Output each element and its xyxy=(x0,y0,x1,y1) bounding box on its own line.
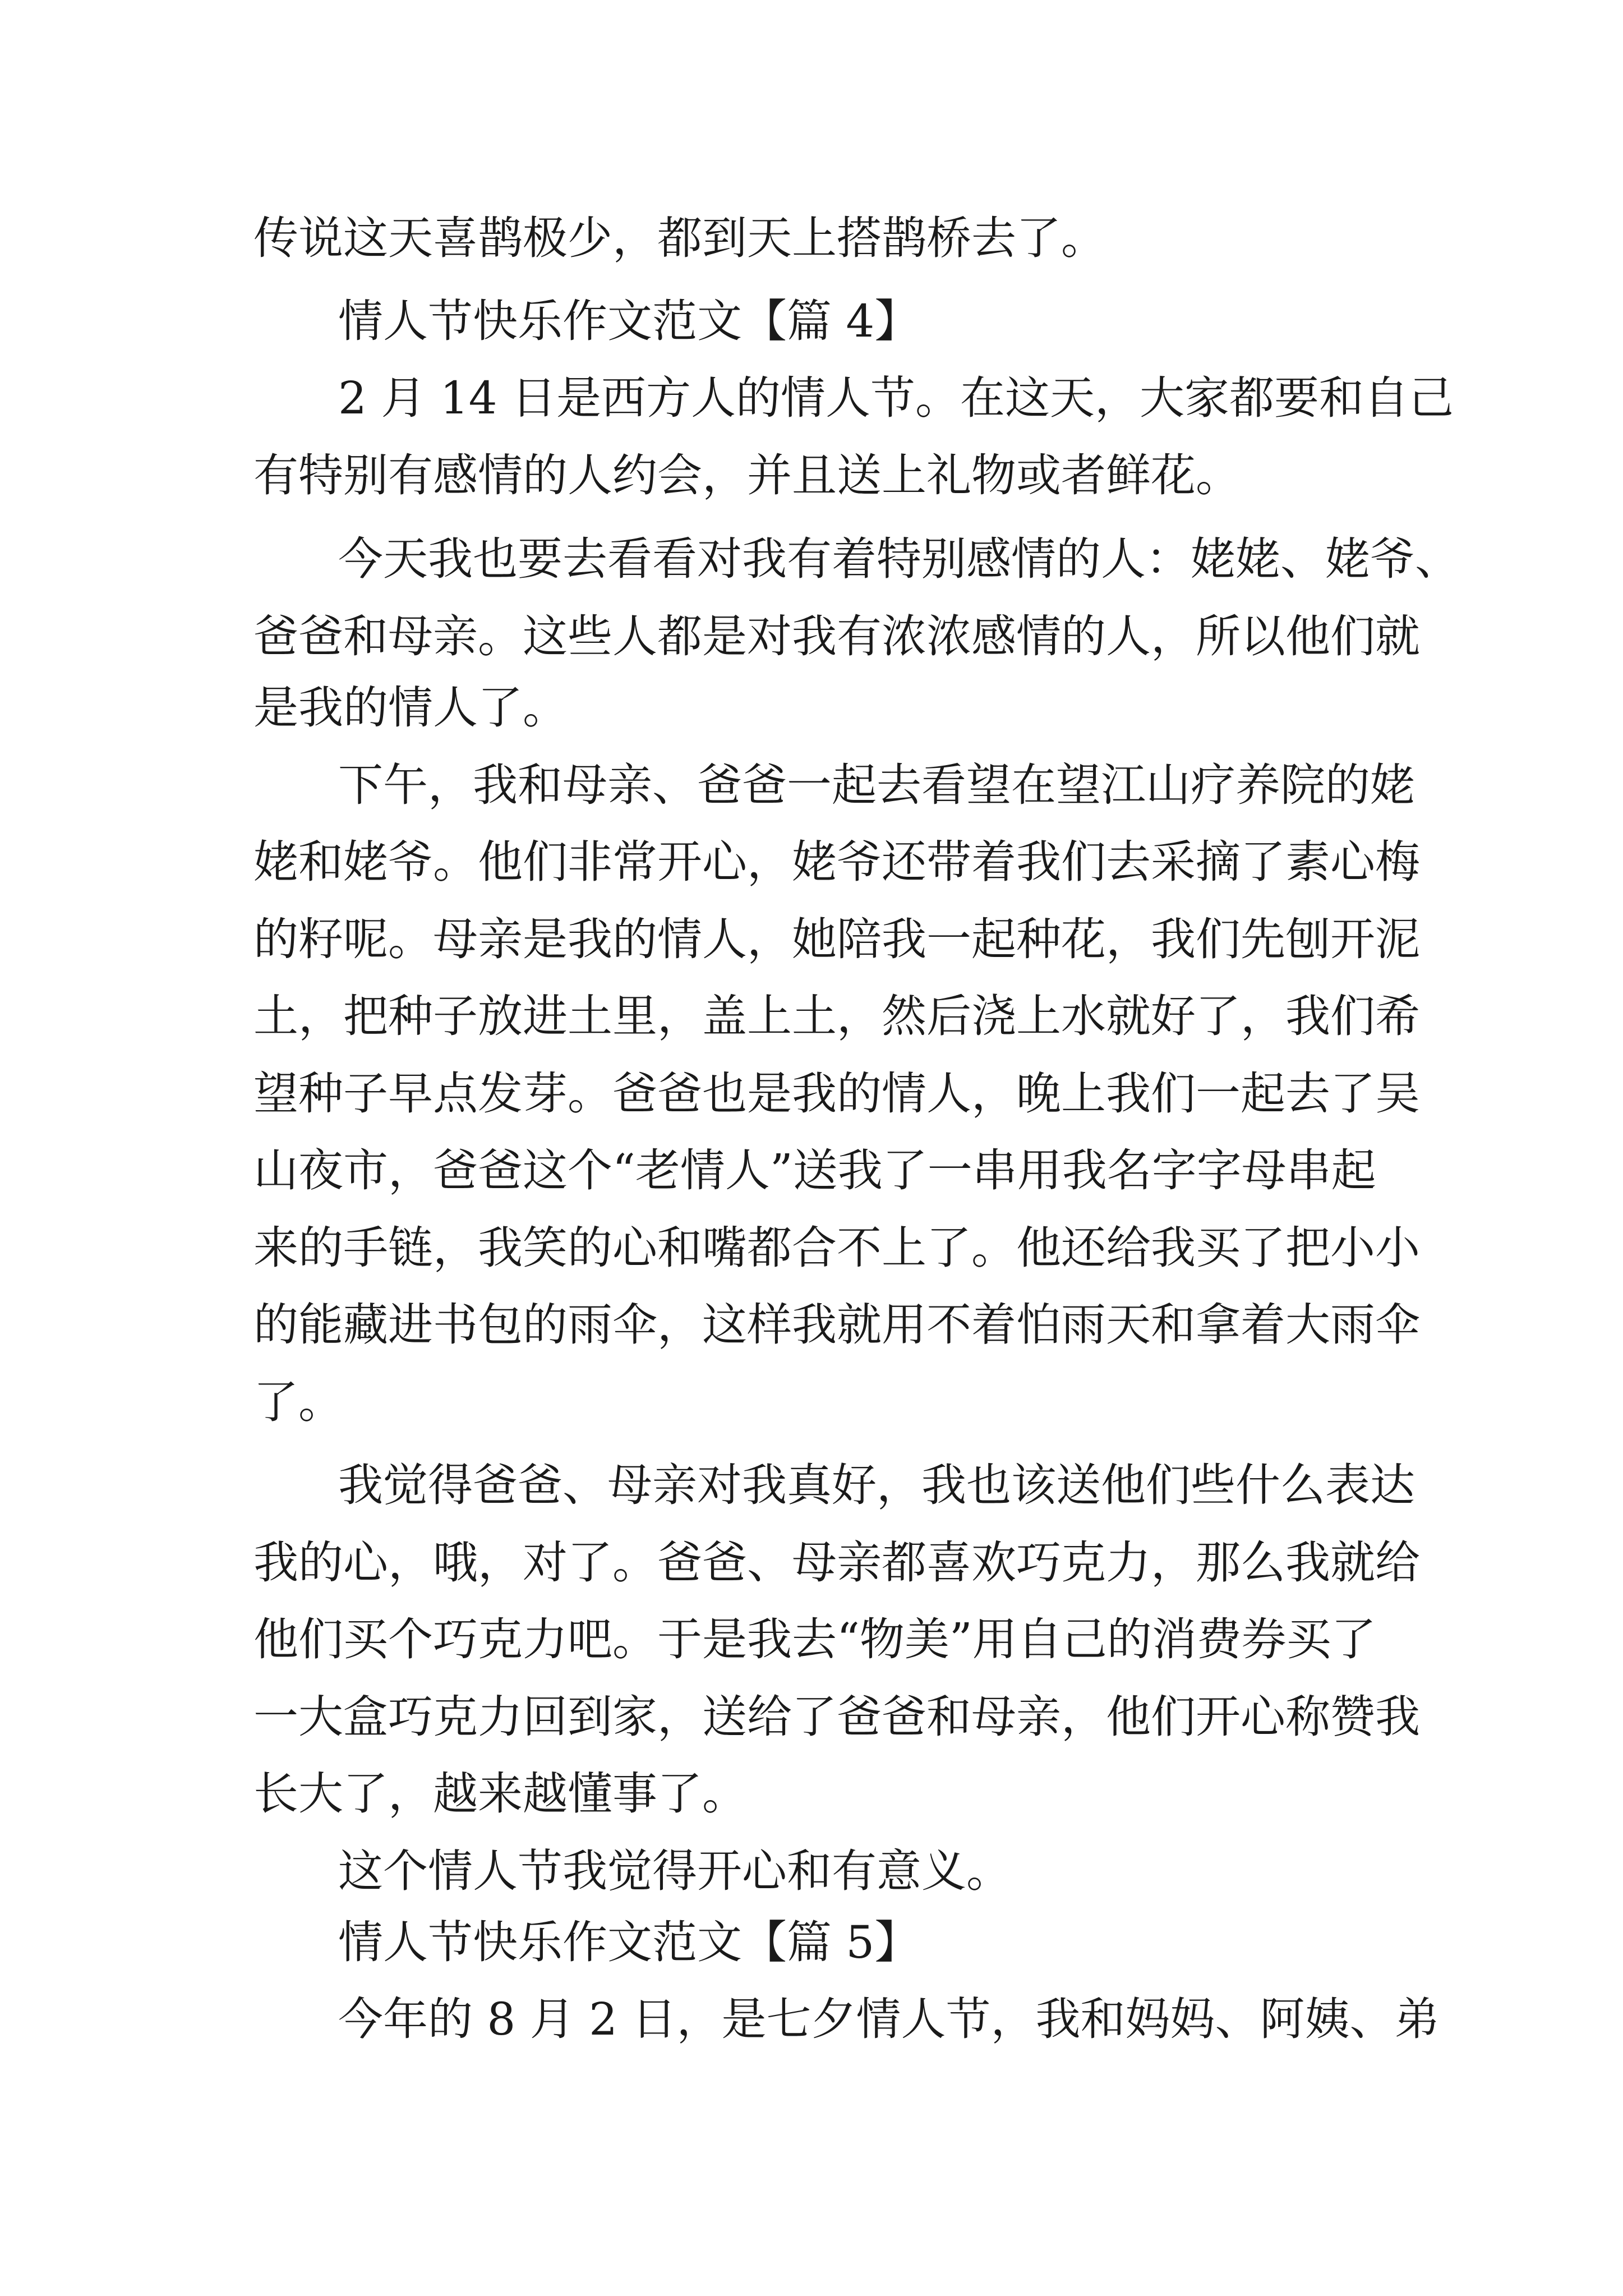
text-line: 我觉得爸爸、母亲对我真好，我也该送他们些什么表达 xyxy=(338,1459,1415,1511)
text-line: 今年的 8 月 2 日，是七夕情人节，我和妈妈、阿姨、弟 xyxy=(338,1993,1440,2045)
text-line: 长大了，越来越懂事了。 xyxy=(253,1768,747,1820)
text-line: 的籽呢。母亲是我的情人，她陪我一起种花，我们先刨开泥 xyxy=(253,913,1420,965)
text-line: 他们买个巧克力吧。于是我去“物美”用自己的消费券买了 xyxy=(253,1613,1376,1665)
text-line: 是我的情人了。 xyxy=(253,682,568,734)
text-line: 这个情人节我觉得开心和有意义。 xyxy=(338,1845,1011,1897)
text-line: 我的心，哦，对了。爸爸、母亲都喜欢巧克力，那么我就给 xyxy=(253,1536,1420,1589)
text-line: 一大盒巧克力回到家，送给了爸爸和母亲，他们开心称赞我 xyxy=(253,1691,1420,1743)
text-line: 来的手链，我笑的心和嘴都合不上了。他还给我买了把小小 xyxy=(253,1222,1420,1274)
text-line: 土，把种子放进土里，盖上土，然后浇上水就好了，我们希 xyxy=(253,990,1420,1042)
text-line: 山夜市，爸爸这个“老情人”送我了一串用我名字字母串起 xyxy=(253,1144,1376,1197)
text-line: 了。 xyxy=(253,1376,343,1428)
text-line: 的能藏进书包的雨伞，这样我就用不着怕雨天和拿着大雨伞 xyxy=(253,1299,1420,1351)
text-line: 爸爸和母亲。这些人都是对我有浓浓感情的人，所以他们就 xyxy=(253,610,1420,662)
text-line: 传说这天喜鹊极少，都到天上搭鹊桥去了。 xyxy=(253,212,1106,264)
section-heading-5: 情人节快乐作文范文【篇 5】 xyxy=(338,1916,920,1968)
text-line: 下午，我和母亲、爸爸一起去看望在望江山疗养院的姥 xyxy=(338,759,1415,811)
text-line: 今天我也要去看看对我有着特别感情的人：姥姥、姥爷、 xyxy=(338,533,1460,585)
text-line: 有特别有感情的人约会，并且送上礼物或者鲜花。 xyxy=(253,449,1241,501)
text-line: 望种子早点发芽。爸爸也是我的情人，晚上我们一起去了吴 xyxy=(253,1068,1420,1120)
text-line: 2 月 14 日是西方人的情人节。在这天，大家都要和自己 xyxy=(338,372,1454,424)
text-line: 姥和姥爷。他们非常开心，姥爷还带着我们去采摘了素心梅 xyxy=(253,836,1420,888)
section-heading-4: 情人节快乐作文范文【篇 4】 xyxy=(338,295,920,347)
